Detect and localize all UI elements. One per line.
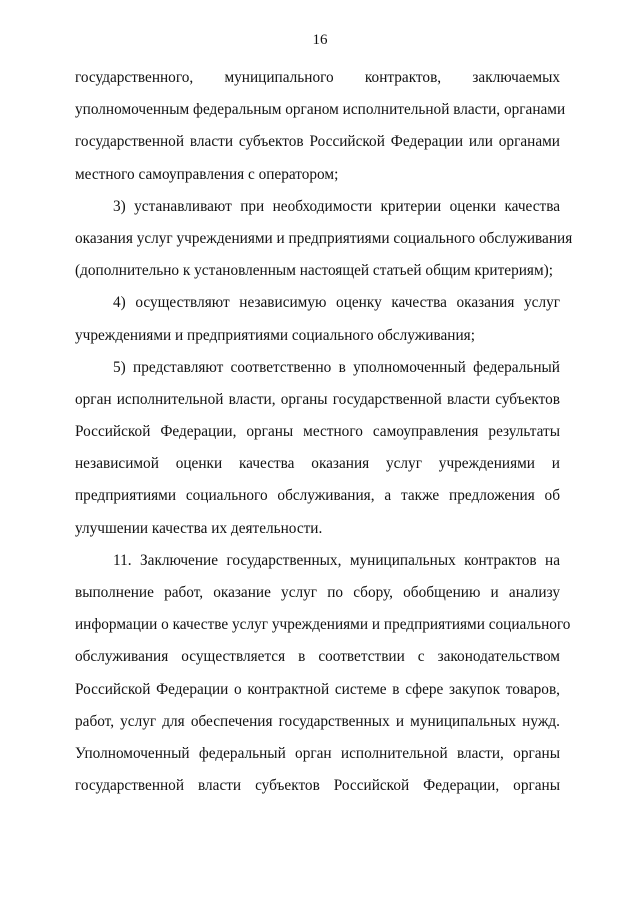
text-line: улучшении качества их деятельности. xyxy=(75,519,323,537)
page-number: 16 xyxy=(312,32,328,48)
text-line: государственного, муниципального контрактов, заключаемых xyxy=(75,69,560,86)
text-line: государственной власти субъектов Российской Федерации или органами xyxy=(75,133,560,151)
text-line: Российской Федерации о контрактной системе в сфере закупок товаров, xyxy=(75,680,560,698)
text-line: Уполномоченный федеральный орган исполнительной власти, органы xyxy=(75,744,560,762)
text-line: 4) осуществляют независимую оценку качества оказания услуг xyxy=(113,294,560,312)
text-line: предприятиями социального обслуживания, а также предложения об xyxy=(75,487,560,505)
text-line: оказания услуг учреждениями и предприятиями социального обслуживания xyxy=(75,229,573,247)
text-line: работ, услуг для обеспечения государственных и муниципальных нужд. xyxy=(75,712,560,730)
text-line: (дополнительно к установленным настоящей статьей общим критериям); xyxy=(75,262,553,280)
text-line: Российской Федерации, органы местного самоуправления результаты xyxy=(75,423,560,441)
text-line: местного самоуправления с оператором; xyxy=(75,165,339,183)
text-line: 3) устанавливают при необходимости критерии оценки качества xyxy=(113,197,560,215)
text-line: выполнение работ, оказание услуг по сбору, обобщению и анализу xyxy=(75,584,560,601)
text-line: орган исполнительной власти, органы государственной власти субъектов xyxy=(75,390,560,408)
text-line: 5) представляют соответственно в уполномоченный федеральный xyxy=(113,358,560,376)
text-line: учреждениями и предприятиями социального обслуживания; xyxy=(75,326,475,344)
text-line: государственной власти субъектов Российской Федерации, органы xyxy=(75,777,560,795)
text-line: независимой оценки качества оказания услуг учреждениями и xyxy=(75,455,560,473)
document-body xyxy=(75,62,573,802)
text-line: обслуживания осуществляется в соответствии с законодательством xyxy=(75,648,560,666)
text-line: 11. Заключение государственных, муниципальных контрактов на xyxy=(113,551,560,569)
text-line: информации о качестве услуг учреждениями и предприятиями социального xyxy=(75,616,571,634)
text-line: уполномоченным федеральным органом исполнительной власти, органами xyxy=(75,101,566,119)
